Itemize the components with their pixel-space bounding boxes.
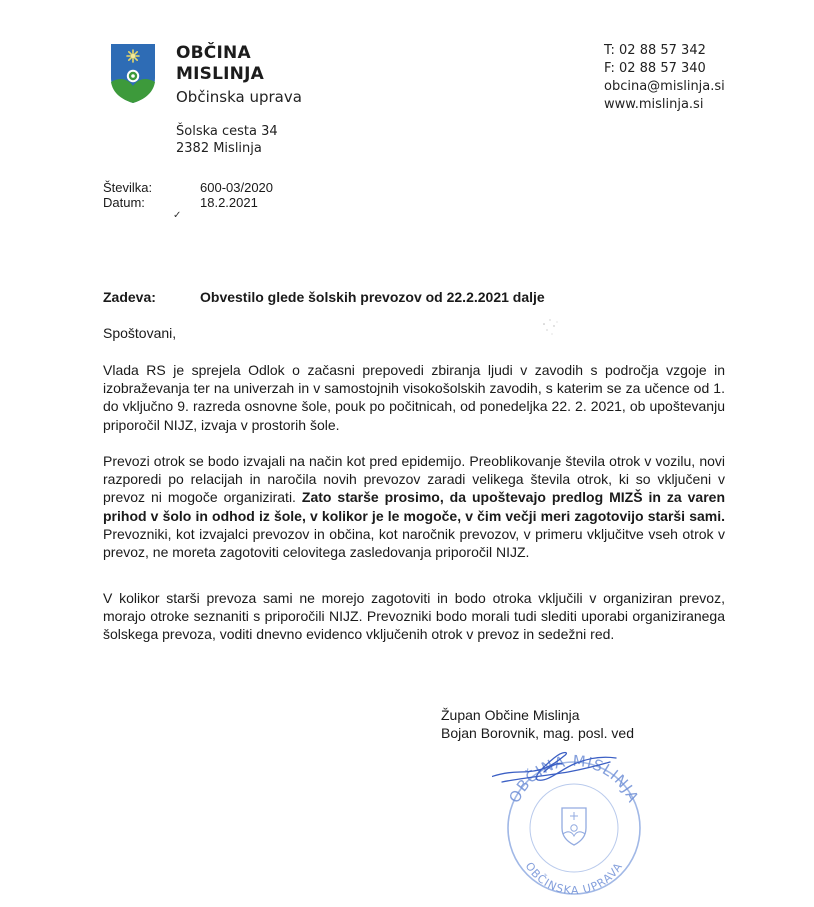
subject-label: Zadeva: (103, 289, 156, 305)
paragraph-2-part-c: Prevozniki, kot izvajalci prevozov in občina, kot naročnik prevozov, v primeru vključitve vseh otrok v prevoz, ne moreta zagotoviti celovitega zasledovanja priporočil NIJZ. (103, 525, 725, 561)
signoff-title: Župan Občine Mislinja (441, 707, 580, 723)
signoff-name: Bojan Borovnik, mag. posl. ved (441, 725, 634, 741)
address-city: 2382 Mislinja (176, 141, 262, 156)
stamp-bottom-text: OBČINSKA UPRAVA (522, 859, 626, 898)
coat-of-arms-icon (109, 42, 157, 104)
subject-line (103, 289, 545, 305)
address-street: Šolska cesta 34 (176, 124, 278, 139)
stamp-crest-icon (562, 808, 586, 845)
paragraph-2-bold: Zato starše prosimo, da upoštevajo predlog MIZŠ in za varen prihod v šolo in odhod iz šole, v kolikor je le mogoče, v čim večji meri zagotovijo starši sami. (103, 489, 725, 524)
signoff-block (441, 706, 634, 742)
contact-web: www.mislinja.si (604, 97, 704, 112)
subject-text: Obvestilo glede šolskih prevozov od 22.2.2021 dalje (200, 289, 545, 305)
svg-text:OBČINA MISLINJA (505, 752, 642, 806)
organization-name (176, 43, 264, 85)
meta-number-value: 600-03/2020 (200, 180, 274, 195)
contact-block (604, 42, 725, 114)
official-stamp (492, 742, 652, 900)
paragraph-2-part-a: Prevozi otrok se bodo izvajali na način kot pred epidemijo. Preoblikovanje števila otrok v vozilu, novi razporedi po relacijah in naročila novih prevozov zaradi velikega števila otrok, ki so vključeni v prevoz ni mogoče organizirati. (103, 453, 725, 506)
greeting: Spoštovani, (103, 325, 177, 341)
ink-mark: ✓ (173, 210, 182, 221)
meta-date-label: Datum: (103, 195, 145, 210)
contact-fax: F: 02 88 57 340 (604, 61, 706, 76)
paragraph-1: Vlada RS je sprejela Odlok o začasni prepovedi zbiranja ljudi v zavodih s področja vzgoje in izobraževanja ter na univerzah in v samostojnih visokošolskih zavodih, s katerim se za učence od 1. do vključno 9. razreda osnovne šole, pouk po počitnicah, od ponedeljka 22. 2. 2021, ob upoštevanju priporočil NIJZ, izvaja v prostorih šole. (103, 362, 725, 433)
svg-text:OBČINSKA UPRAVA (523, 860, 626, 897)
meta-number-row (103, 180, 273, 195)
document-meta (103, 180, 273, 210)
paragraph-2 (103, 452, 725, 561)
organization-subtitle: Občinska uprava (176, 88, 302, 106)
meta-number-label: Številka: (103, 180, 153, 195)
stamp-top-text: OBČINA MISLINJA (505, 751, 643, 806)
contact-email: obcina@mislinja.si (604, 79, 725, 94)
paragraph-3: V kolikor starši prevoza sami ne morejo zagotoviti in bodo otroka vključili v organiziran prevoz, morajo otroke seznaniti s priporočili NIJZ. Prevozniki bodo morali tudi slediti uporabi organiziranega šolskega prevoza, voditi dnevno evidenco vključenih otrok v prevoz in sedežni red. (103, 590, 725, 643)
meta-date-row (103, 195, 273, 210)
organization-name-line1: OBČINA (176, 43, 251, 63)
scan-speck (538, 314, 562, 340)
contact-phone: T: 02 88 57 342 (604, 43, 706, 58)
meta-date-value: 18.2.2021 (200, 195, 258, 210)
address-block (176, 123, 278, 157)
organization-name-line2: MISLINJA (176, 64, 264, 84)
